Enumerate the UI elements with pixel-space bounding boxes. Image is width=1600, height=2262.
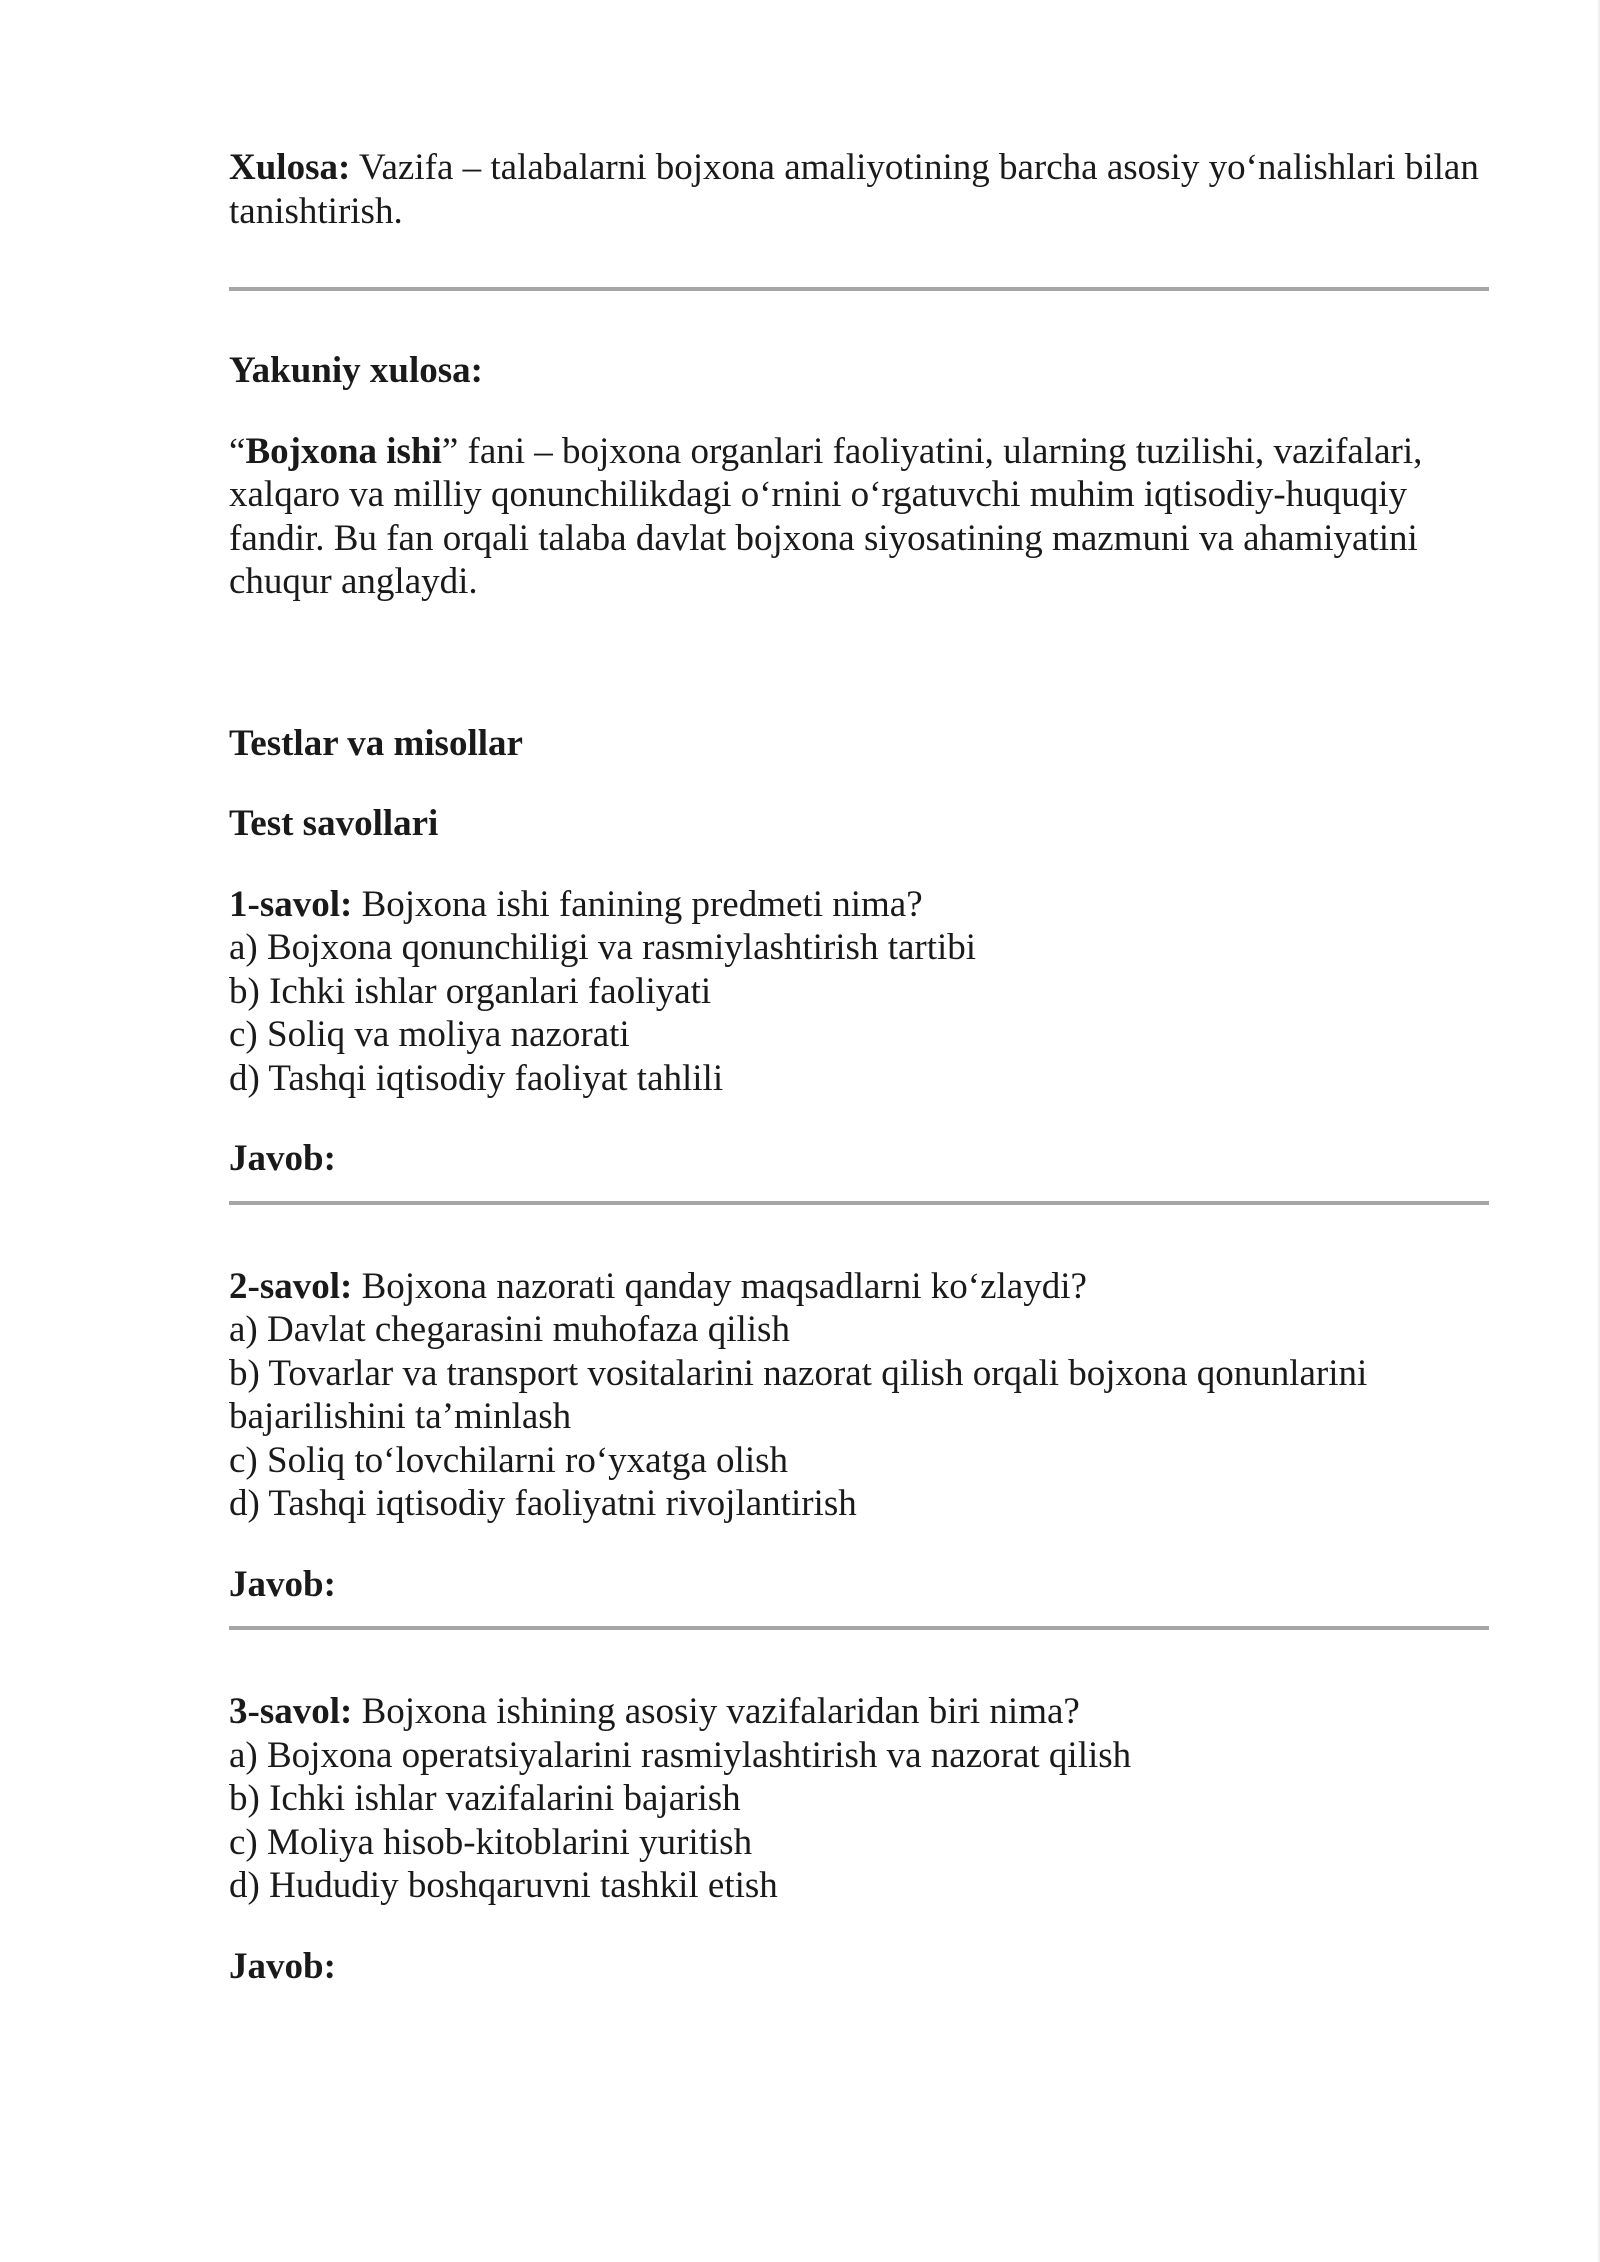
question-line [229,883,1489,927]
option-c: c) Soliq va moliya nazorati [229,1014,630,1055]
answer-label: Javob: [229,1945,336,1987]
section-title: Testlar va misollar [229,722,523,764]
option-b: b) Ichki ishlar organlari faoliyati [229,970,712,1012]
horizontal-rule [229,1201,1489,1205]
question-line [229,1690,1489,1734]
question-line [229,1265,1489,1309]
close-quote: ” [441,430,459,472]
question-label: 2-savol: [229,1265,353,1307]
yakuniy-paragraph [229,430,1489,604]
yakuniy-text: fani – bojxona organlari faoliyatini, ularning tuzilishi, vazifalari, xalqaro va milliy qonunchilikdagi o‘rnini o‘rgatuvchi muhim iqtisodiy-huquqiy fandir. Bu fan orqali talaba davlat bojxona siyosatining mazmuni va ahamiyatini chuqur anglaydi. [229,430,1423,602]
document-body [229,146,1489,1988]
answer-label: Javob: [229,1138,336,1179]
xulosa-label: Xulosa: [229,147,351,188]
option-d: d) Tashqi iqtisodiy faoliyatni rivojlantirish [229,1483,857,1524]
horizontal-rule [229,1626,1489,1630]
option-b: b) Ichki ishlar vazifalarini bajarish [229,1778,741,1819]
option-a: a) Bojxona operatsiyalarini rasmiylashtirish va nazorat qilish [229,1734,1132,1776]
option-a: a) Bojxona qonunchiligi va rasmiylashtirish tartibi [229,927,977,968]
question-label: 1-savol: [229,883,353,925]
question-label: 3-savol: [229,1691,353,1732]
option-d: d) Hududiy boshqaruvni tashkil etish [229,1865,778,1906]
question-text: Bojxona nazorati qanday maqsadlarni ko‘zlaydi? [352,1265,1087,1307]
bold-term: Bojxona ishi [245,430,442,472]
option-d: d) Tashqi iqtisodiy faoliyat tahlili [229,1057,724,1099]
question-block-2 [229,1265,1489,1607]
option-a: a) Davlat chegarasini muhofaza qilish [229,1309,790,1350]
xulosa-text: Vazifa – talabalarni bojxona amaliyotining barcha asosiy yo‘nalishlari bilan tanishtirish. [229,147,1479,232]
horizontal-rule [229,287,1489,291]
question-block-3 [229,1690,1489,1988]
option-b: b) Tovarlar va transport vositalarini nazorat qilish orqali bojxona qonunlarini bajarilishini ta’minlash [229,1352,1368,1437]
answer-label: Javob: [229,1563,336,1605]
question-text: Bojxona ishining asosiy vazifalaridan biri nima? [352,1691,1080,1732]
xulosa-paragraph [229,146,1489,233]
open-quote: “ [229,430,246,472]
yakuniy-heading: Yakuniy xulosa: [229,350,483,391]
option-c: c) Soliq to‘lovchilarni ro‘yxatga olish [229,1439,788,1481]
question-block-1 [229,883,1489,1181]
subsection-title: Test savollari [229,803,439,844]
question-text: Bojxona ishi fanining predmeti nima? [352,883,923,925]
option-c: c) Moliya hisob-kitoblarini yuritish [229,1821,753,1863]
